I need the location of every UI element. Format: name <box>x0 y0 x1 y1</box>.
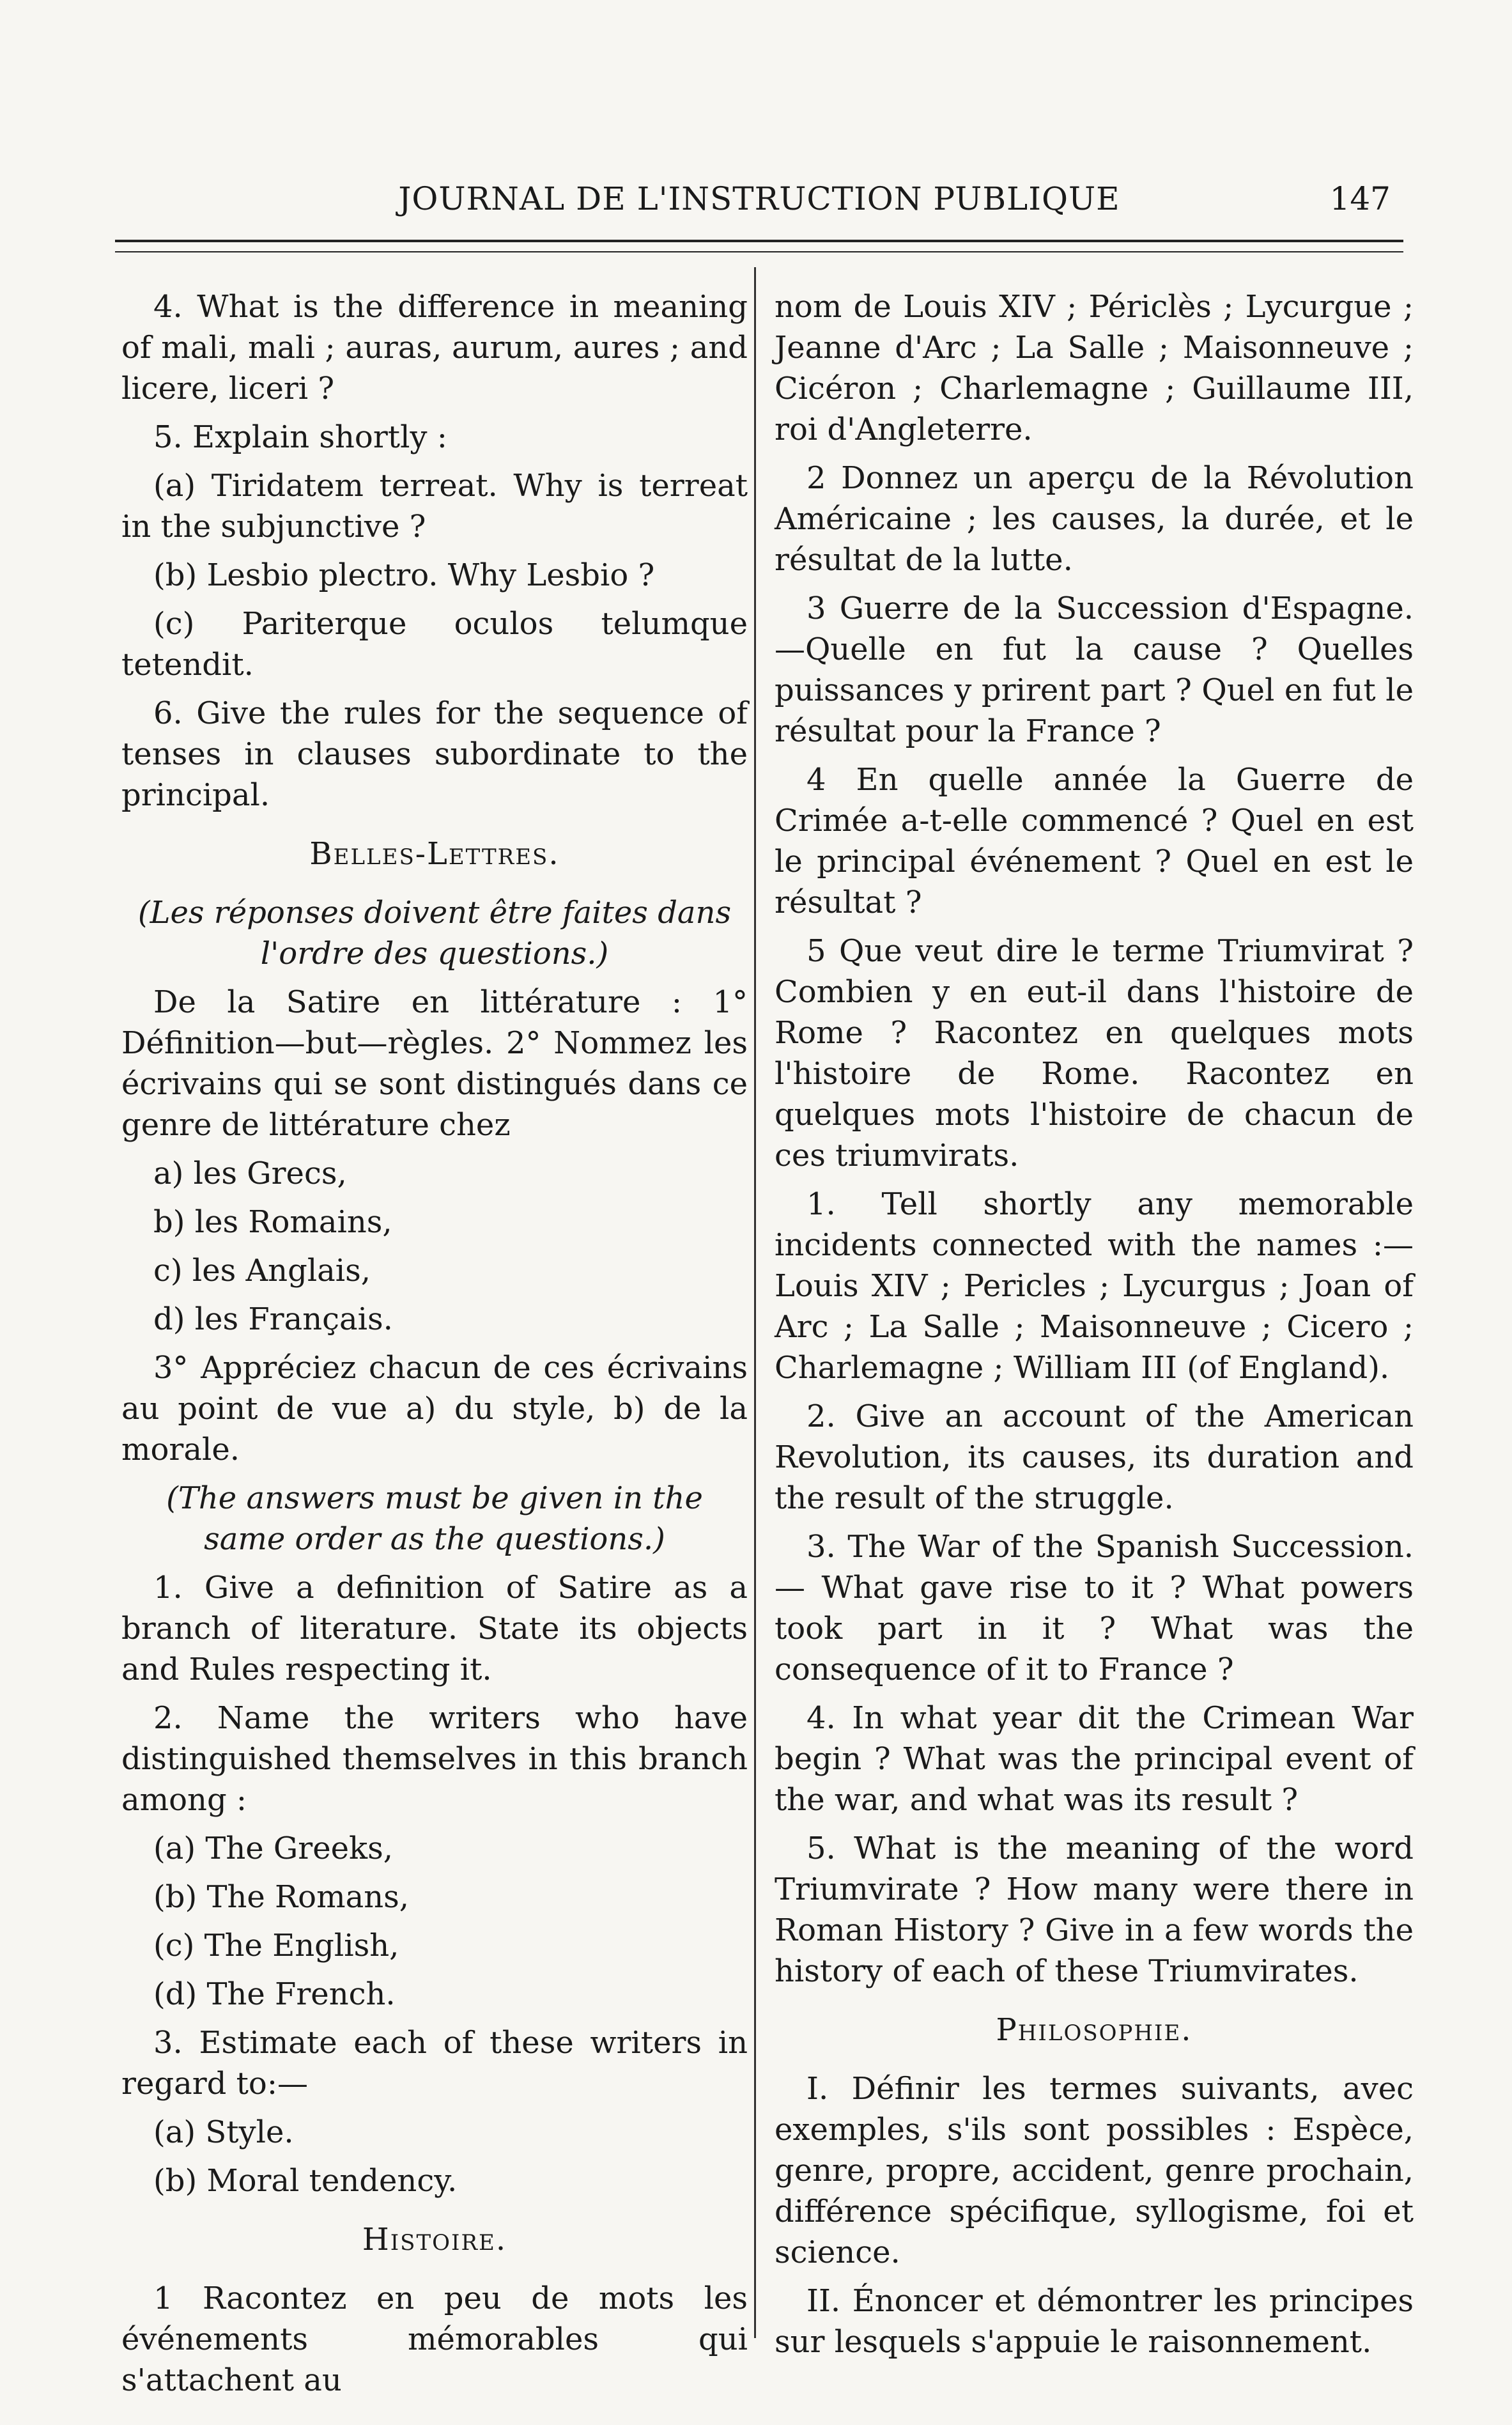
list-item: d) les Français. <box>153 1301 393 1337</box>
list-item: (a) The Greeks, <box>153 1831 393 1866</box>
history-english-question-1: 1. Tell shortly any memorable incidents connected with the names :—Louis XIV ; Pericles ; Lycurgus ; Joan of Arc ; La Salle ; Maisonneuve ; Cicero ; Charlemagne ; William III (of England). <box>775 1186 1414 1386</box>
histoire-question-4: 4 En quelle année la Guerre de Crimée a-t-elle commencé ? Quel en est le principal événement ? Quel en est le résultat ? <box>775 762 1414 920</box>
question-5a: (a) Tiridatem terreat. Why is terreat in the subjunctive ? <box>121 468 748 545</box>
english-question-3: 3. Estimate each of these writers in regard to:— <box>121 2025 748 2102</box>
english-question-2: 2. Name the writers who have distinguished themselves in this branch among : <box>121 1700 748 1818</box>
philosophie-question-2: II. Énoncer et démontrer les principes sur lesquels s'appuie le raisonnement. <box>775 2283 1414 2360</box>
list-item: (a) Style. <box>153 2114 294 2150</box>
history-english-question-4: 4. In what year dit the Crimean War begin ? What was the principal event of the war, and what was its result ? <box>775 1700 1414 1818</box>
histoire-question-5: 5 Que veut dire le terme Triumvirat ? Combien y en eut-il dans l'histoire de Rome ? Racontez en quelques mots l'histoire de Rome. Racontez en quelques mots l'histoire de chacun de ces triumvirats. <box>775 933 1414 1174</box>
satire-question: De la Satire en littérature : 1° Définition—but—règles. 2° Nommez les écrivains qui se sont distingués dans ce genre de littérature chez <box>121 984 748 1143</box>
question-5b: (b) Lesbio plectro. Why Lesbio ? <box>153 557 655 593</box>
history-english-question-2: 2. Give an account of the American Revolution, its causes, its duration and the result of the struggle. <box>775 1398 1414 1516</box>
history-english-question-3: 3. The War of the Spanish Succession.— What gave rise to it ? What powers took part in it ? What was the consequence of it to France ? <box>775 1529 1414 1687</box>
page-number: 147 <box>1329 180 1391 217</box>
histoire-question-3: 3 Guerre de la Succession d'Espagne. —Quelle en fut la cause ? Quelles puissances y prirent part ? Quel en fut le résultat pour la France ? <box>775 591 1414 749</box>
list-item: (d) The French. <box>153 1976 396 2012</box>
french-instructions: (Les réponses doivent être faites dans l'ordre des questions.) <box>137 895 732 972</box>
column-divider <box>754 267 756 2338</box>
philosophie-question-1: I. Définir les termes suivants, avec exemples, s'ils sont possibles : Espèce, genre, propre, accident, genre prochain, différence spécifique, syllogisme, foi et science. <box>775 2071 1414 2270</box>
question-5: 5. Explain shortly : <box>153 419 447 455</box>
question-6: 6. Give the rules for the sequence of tenses in clauses subordinate to the principal. <box>121 695 748 813</box>
left-column <box>121 286 748 2408</box>
list-item: c) les Anglais, <box>153 1253 371 1289</box>
belles-lettres-heading: Belles-Lettres. <box>309 836 560 872</box>
histoire-question-1: 1 Racontez en peu de mots les événements mémorables qui s'attachent au <box>121 2281 748 2398</box>
history-english-question-5: 5. What is the meaning of the word Triumvirate ? How many were there in Roman History ? Give in a few words the history of each of these Triumvirates. <box>775 1831 1414 1989</box>
header-rule <box>115 240 1403 252</box>
right-column <box>775 286 1414 2370</box>
page-header <box>115 180 1403 231</box>
list-item: (b) The Romans, <box>153 1879 410 1915</box>
list-item: b) les Romains, <box>153 1204 392 1240</box>
list-item: a) les Grecs, <box>153 1156 347 1191</box>
histoire-heading: Histoire. <box>362 2222 507 2258</box>
question-4: 4. What is the difference in meaning of mali, mali ; auras, aurum, aures ; and licere, liceri ? <box>121 289 748 407</box>
french-question-3: 3° Appréciez chacun de ces écrivains au point de vue a) du style, b) de la morale. <box>121 1350 748 1468</box>
histoire-question-2: 2 Donnez un aperçu de la Révolution Américaine ; les causes, la durée, et le résultat de la lutte. <box>775 460 1414 578</box>
english-instructions: (The answers must be given in the same order as the questions.) <box>166 1480 703 1557</box>
english-question-1: 1. Give a definition of Satire as a branch of literature. State its objects and Rules respecting it. <box>121 1570 748 1687</box>
list-item: (c) The English, <box>153 1928 399 1964</box>
question-5c: (c) Pariterque oculos telumque tetendit. <box>121 606 748 683</box>
philosophie-heading: Philosophie. <box>996 2012 1192 2048</box>
running-title: JOURNAL DE L'INSTRUCTION PUBLIQUE <box>398 180 1120 217</box>
histoire-question-1-continued: nom de Louis XIV ; Périclès ; Lycurgue ; Jeanne d'Arc ; La Salle ; Maisonneuve ; Cicéron ; Charlemagne ; Guillaume III, roi d'Angleterre. <box>775 289 1414 447</box>
list-item: (b) Moral tendency. <box>153 2163 458 2199</box>
